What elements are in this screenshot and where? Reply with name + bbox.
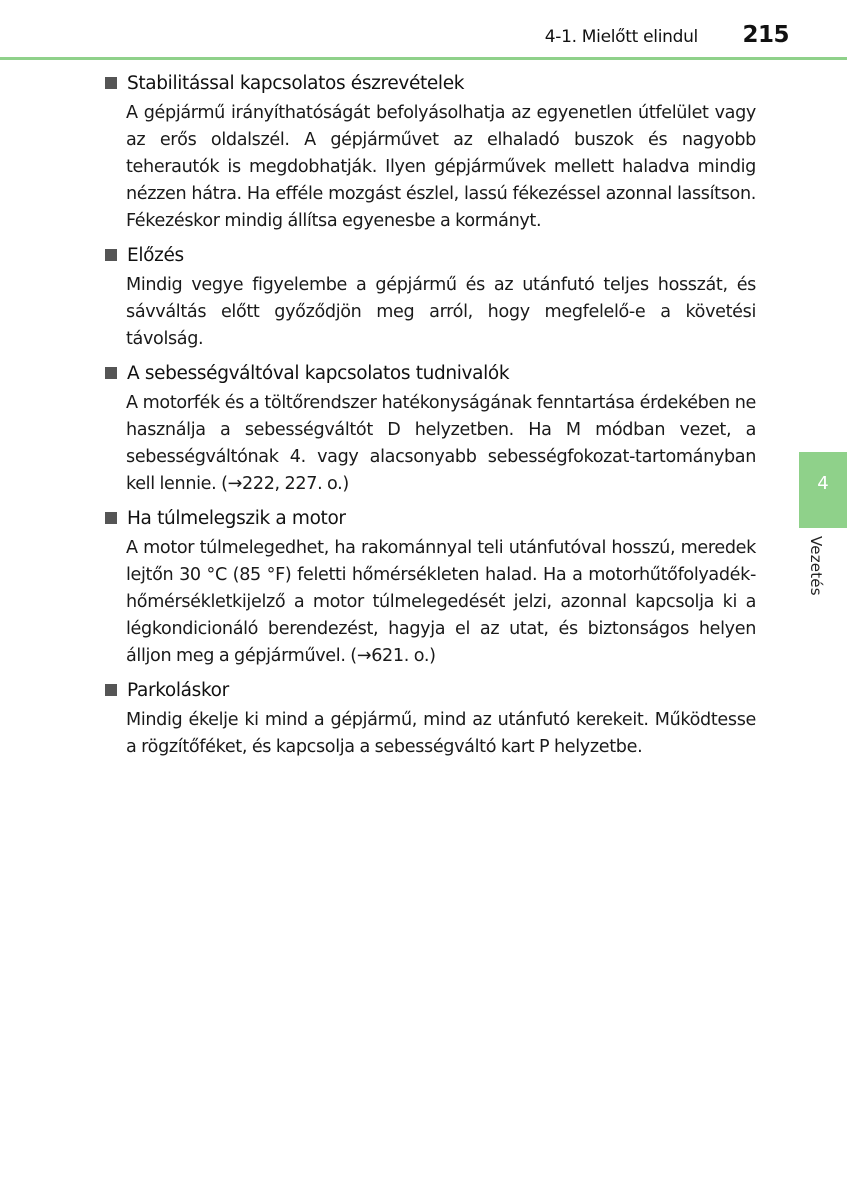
section-body: Mindig ékelje ki mind a gépjármű, mind az utánfutó kerekeit. Működtesse a rögzítőféket, és kapcsolja a sebességváltó kart P helyzetbe. [126, 710, 756, 757]
square-bullet-icon [105, 367, 117, 379]
section-body: Mindig vegye figyelembe a gépjármű és az utánfutó teljes hosszát, és sávváltás előtt győződjön meg arról, hogy megfelelő-e a követési távolság. [126, 275, 756, 349]
section-heading-text: Stabilitással kapcsolatos észrevételek [127, 72, 465, 94]
section-body: A gépjármű irányíthatóságát befolyásolhatja az egyenetlen útfelület vagy az erős oldalszél. A gépjárművet az elhaladó buszok és nagyobb teherautók is megdobhatják. Ilyen gépjárművek mellett haladva mindig nézzen hátra. Ha efféle mozgást észlel, lassú fékezéssel azonnal lassítson. Fékezéskor mindig állítsa egyenesbe a kormányt. [126, 103, 756, 231]
section-heading-text: Parkoláskor [127, 679, 229, 701]
section-overtaking [104, 238, 756, 353]
section-parking [104, 673, 756, 761]
square-bullet-icon [105, 684, 117, 696]
section-transmission [104, 356, 756, 498]
square-bullet-icon [105, 249, 117, 261]
page-header [0, 0, 847, 60]
chapter-tab [799, 452, 847, 528]
page-number: 215 [742, 22, 789, 48]
page-content [104, 66, 756, 761]
section-heading [104, 238, 756, 272]
section-heading [104, 501, 756, 535]
section-body: A motor túlmelegedhet, ha rakománnyal teli utánfutóval hosszú, meredek lejtőn 30 °C (85 °F) feletti hőmérsékleten halad. Ha a motorhűtőfolyadék-hőmérsékletkijelző a motor túlmelegedését jelzi, azonnal kapcsolja ki a légkondicionáló berendezést, hagyja el az utat, és biztonságos helyen álljon meg a gépjárművel. (→621. o.) [126, 538, 756, 666]
section-overheating [104, 501, 756, 670]
section-stability [104, 66, 756, 235]
section-heading [104, 673, 756, 707]
chapter-number: 4 [817, 473, 829, 494]
section-title: 4-1. Mielőtt elindul [544, 27, 698, 47]
header-divider [0, 57, 847, 60]
square-bullet-icon [105, 512, 117, 524]
section-heading-text: Előzés [127, 244, 184, 266]
chapter-label: Vezetés [807, 536, 825, 596]
section-heading [104, 66, 756, 100]
section-heading-text: Ha túlmelegszik a motor [127, 507, 346, 529]
section-heading-text: A sebességváltóval kapcsolatos tudnivalók [127, 362, 510, 384]
section-body: A motorfék és a töltőrendszer hatékonyságának fenntartása érdekében ne használja a sebességváltót D helyzetben. Ha M módban vezet, a sebességváltónak 4. vagy alacsonyabb sebességfokozat-tartományban kell lennie. (→222, 227. o.) [126, 393, 756, 494]
square-bullet-icon [105, 77, 117, 89]
section-heading [104, 356, 756, 390]
